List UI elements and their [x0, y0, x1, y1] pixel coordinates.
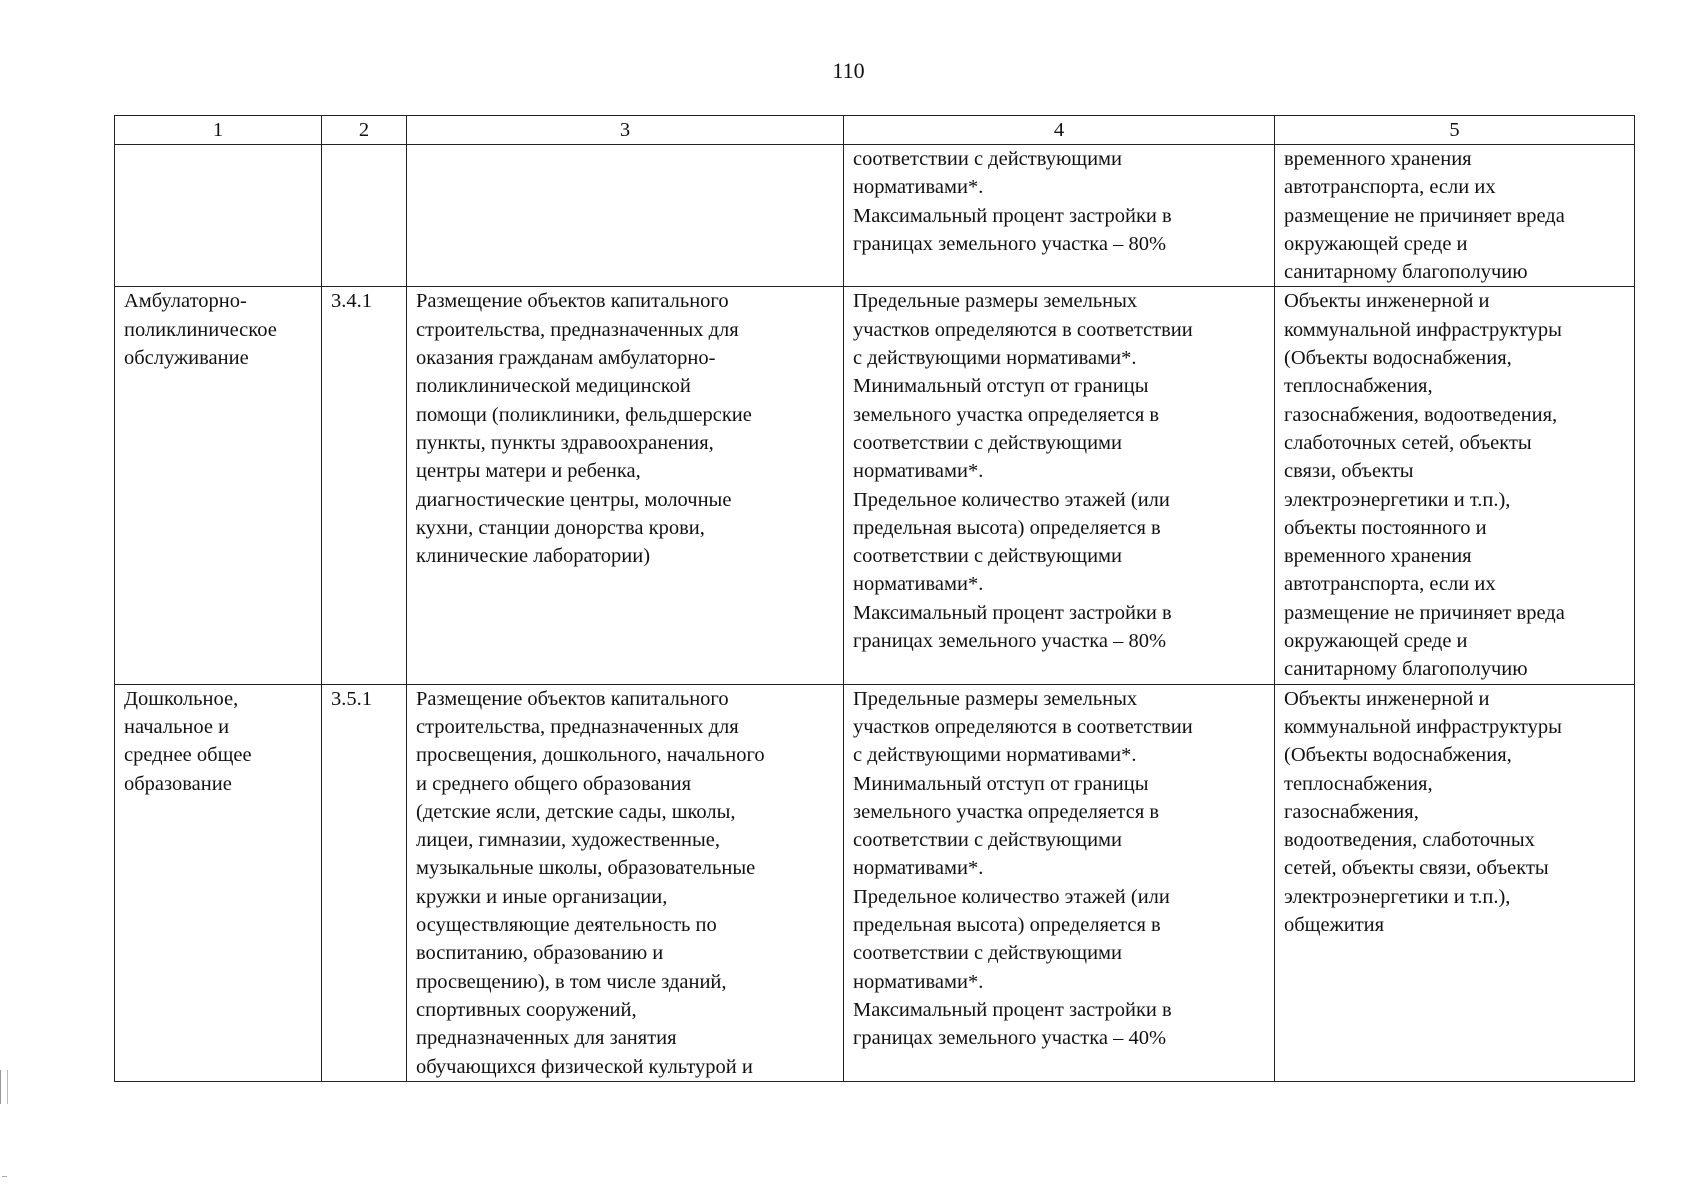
table-cell-col-2: [322, 145, 407, 287]
cell-text-line: нормативами*.: [853, 970, 984, 993]
cell-text-line: окружающей среде и: [1284, 630, 1468, 653]
cell-text-line: среднее общее: [124, 744, 252, 767]
header-col-4: 4: [844, 116, 1275, 145]
cell-text-line: соответствии с действующими: [853, 431, 1122, 454]
cell-text-line: нормативами*.: [853, 573, 984, 596]
cell-text-line: клинические лаборатории): [416, 545, 651, 568]
cell-text-line: слаботочных сетей, объекты: [1284, 431, 1532, 454]
table-cell-col-5: [1275, 684, 1635, 1081]
cell-text-line: Минимальный отступ от границы: [853, 772, 1149, 795]
header-col-2: 2: [322, 116, 407, 145]
cell-text-line: соответствии с действующими: [853, 148, 1122, 170]
cell-text-line: лицеи, гимназии, художественные,: [416, 829, 720, 852]
cell-text-line: временного хранения: [1284, 545, 1472, 568]
cell-text-line: образование: [124, 772, 232, 795]
cell-text-line: объекты постоянного и: [1284, 516, 1487, 539]
table-row: [115, 145, 1635, 287]
zoning-table: [114, 115, 1635, 1082]
cell-text-line: поликлинической медицинской: [416, 375, 691, 398]
table-cell-col-4: [844, 287, 1275, 684]
cell-text-line: строительства, предназначенных для: [416, 318, 739, 341]
cell-text-line: помощи (поликлиники, фельдшерские: [416, 403, 752, 426]
cell-text-line: автотранспорта, если их: [1284, 176, 1496, 199]
cell-text-line: соответствии с действующими: [853, 829, 1122, 852]
cell-text-line: с действующими нормативами*.: [853, 347, 1137, 370]
table-cell-col-2: [322, 684, 407, 1081]
table-cell-col-4: [844, 684, 1275, 1081]
cell-text-line: музыкальные школы, образовательные: [416, 857, 756, 880]
cell-text-line: пункты, пункты здравоохранения,: [416, 431, 714, 454]
cell-text-line: Предельное количество этажей (или: [853, 488, 1170, 511]
cell-text-line: Амбулаторно-: [124, 290, 247, 313]
cell-text-line: размещение не причиняет вреда: [1284, 204, 1565, 227]
cell-text-line: (детские ясли, детские сады, школы,: [416, 800, 736, 823]
cell-text-line: просвещению), в том числе зданий,: [416, 970, 727, 993]
cell-text-line: воспитанию, образованию и: [416, 942, 664, 965]
cell-text-line: водоотведения, слаботочных: [1284, 829, 1535, 852]
cell-text-line: 3.5.1: [331, 687, 372, 710]
table-cell-col-2: [322, 287, 407, 684]
cell-text-line: с действующими нормативами*.: [853, 744, 1137, 767]
cell-text-line: Максимальный процент застройки в: [853, 998, 1172, 1021]
cell-text-line: Размещение объектов капитального: [416, 290, 729, 313]
cell-text-line: границах земельного участка – 80%: [853, 630, 1167, 653]
cell-text-line: участков определяются в соответствии: [853, 715, 1193, 738]
cell-text-line: теплоснабжения,: [1284, 772, 1433, 795]
cell-text-line: обслуживание: [124, 347, 249, 370]
cell-text-line: просвещения, дошкольного, начального: [416, 744, 765, 767]
cell-text-line: земельного участка определяется в: [853, 403, 1160, 426]
cell-text-line: обучающихся физической культурой и: [416, 1055, 753, 1078]
cell-text-line: Размещение объектов капитального: [416, 687, 729, 710]
header-col-1: 1: [115, 116, 322, 145]
table-cell-col-1: [115, 287, 322, 684]
cell-text-line: Предельные размеры земельных: [853, 290, 1138, 313]
cell-text-line: предельная высота) определяется в: [853, 914, 1161, 937]
cell-text-line: Максимальный процент застройки в: [853, 204, 1172, 227]
cell-text-line: и среднего общего образования: [416, 772, 692, 795]
cell-text-line: электроэнергетики и т.п.),: [1284, 488, 1511, 511]
cell-text-line: Предельные размеры земельных: [853, 687, 1138, 710]
cell-text-line: Максимальный процент застройки в: [853, 601, 1172, 624]
cell-text-line: коммунальной инфраструктуры: [1284, 715, 1562, 738]
table-cell-col-3: [407, 145, 844, 287]
cell-text-line: окружающей среде и: [1284, 232, 1468, 255]
cell-text-line: Предельное количество этажей (или: [853, 885, 1170, 908]
cell-text-line: 3.4.1: [331, 290, 372, 313]
cell-text-line: соответствии с действующими: [853, 545, 1122, 568]
cell-text-line: земельного участка определяется в: [853, 800, 1160, 823]
cell-text-line: автотранспорта, если их: [1284, 573, 1496, 596]
cell-text-line: Объекты инженерной и: [1284, 290, 1490, 313]
cell-text-line: сетей, объекты связи, объекты: [1284, 857, 1549, 880]
cell-text-line: (Объекты водоснабжения,: [1284, 744, 1512, 767]
cell-text-line: начальное и: [124, 715, 230, 738]
cell-text-line: связи, объекты: [1284, 460, 1414, 483]
cell-text-line: коммунальной инфраструктуры: [1284, 318, 1562, 341]
cell-text-line: теплоснабжения,: [1284, 375, 1433, 398]
cell-text-line: Объекты инженерной и: [1284, 687, 1490, 710]
table-cell-col-4: [844, 145, 1275, 287]
cell-text-line: границах земельного участка – 80%: [853, 232, 1167, 255]
table-cell-col-3: [407, 684, 844, 1081]
cell-text-line: соответствии с действующими: [853, 942, 1122, 965]
cell-text-line: центры матери и ребенка,: [416, 460, 641, 483]
header-col-3: 3: [407, 116, 844, 145]
cell-text-line: санитарному благополучию: [1284, 261, 1528, 284]
cell-text-line: кухни, станции донорства крови,: [416, 516, 705, 539]
cell-text-line: общежития: [1284, 914, 1385, 937]
cell-text-line: Дошкольное,: [124, 687, 239, 710]
cell-text-line: строительства, предназначенных для: [416, 715, 739, 738]
cell-text-line: нормативами*.: [853, 460, 984, 483]
cell-text-line: участков определяются в соответствии: [853, 318, 1193, 341]
cell-text-line: санитарному благополучию: [1284, 658, 1528, 681]
cell-text-line: временного хранения: [1284, 148, 1472, 170]
table-cell-col-5: [1275, 287, 1635, 684]
cell-text-line: предназначенных для занятия: [416, 1027, 677, 1050]
table-cell-col-1: [115, 145, 322, 287]
cell-text-line: (Объекты водоснабжения,: [1284, 347, 1512, 370]
scan-artifact: [2, 1176, 7, 1177]
header-row: [115, 116, 1635, 145]
cell-text-line: поликлиническое: [124, 318, 277, 341]
cell-text-line: границах земельного участка – 40%: [853, 1027, 1167, 1050]
header-col-5: 5: [1275, 116, 1635, 145]
cell-text-line: осуществляющие деятельность по: [416, 914, 717, 937]
cell-text-line: газоснабжения,: [1284, 800, 1419, 823]
table-cell-col-5: [1275, 145, 1635, 287]
cell-text-line: электроэнергетики и т.п.),: [1284, 885, 1511, 908]
scan-artifact: [0, 1070, 8, 1104]
page-number: 110: [832, 58, 865, 83]
cell-text-line: предельная высота) определяется в: [853, 516, 1161, 539]
cell-text-line: оказания гражданам амбулаторно-: [416, 347, 716, 370]
table-row: [115, 684, 1635, 1081]
cell-text-line: размещение не причиняет вреда: [1284, 601, 1565, 624]
table-cell-col-3: [407, 287, 844, 684]
cell-text-line: нормативами*.: [853, 176, 984, 199]
cell-text-line: кружки и иные организации,: [416, 885, 668, 908]
table-row: [115, 287, 1635, 684]
table-cell-col-1: [115, 684, 322, 1081]
cell-text-line: газоснабжения, водоотведения,: [1284, 403, 1558, 426]
cell-text-line: нормативами*.: [853, 857, 984, 880]
cell-text-line: диагностические центры, молочные: [416, 488, 732, 511]
cell-text-line: Минимальный отступ от границы: [853, 375, 1149, 398]
cell-text-line: спортивных сооружений,: [416, 998, 637, 1021]
